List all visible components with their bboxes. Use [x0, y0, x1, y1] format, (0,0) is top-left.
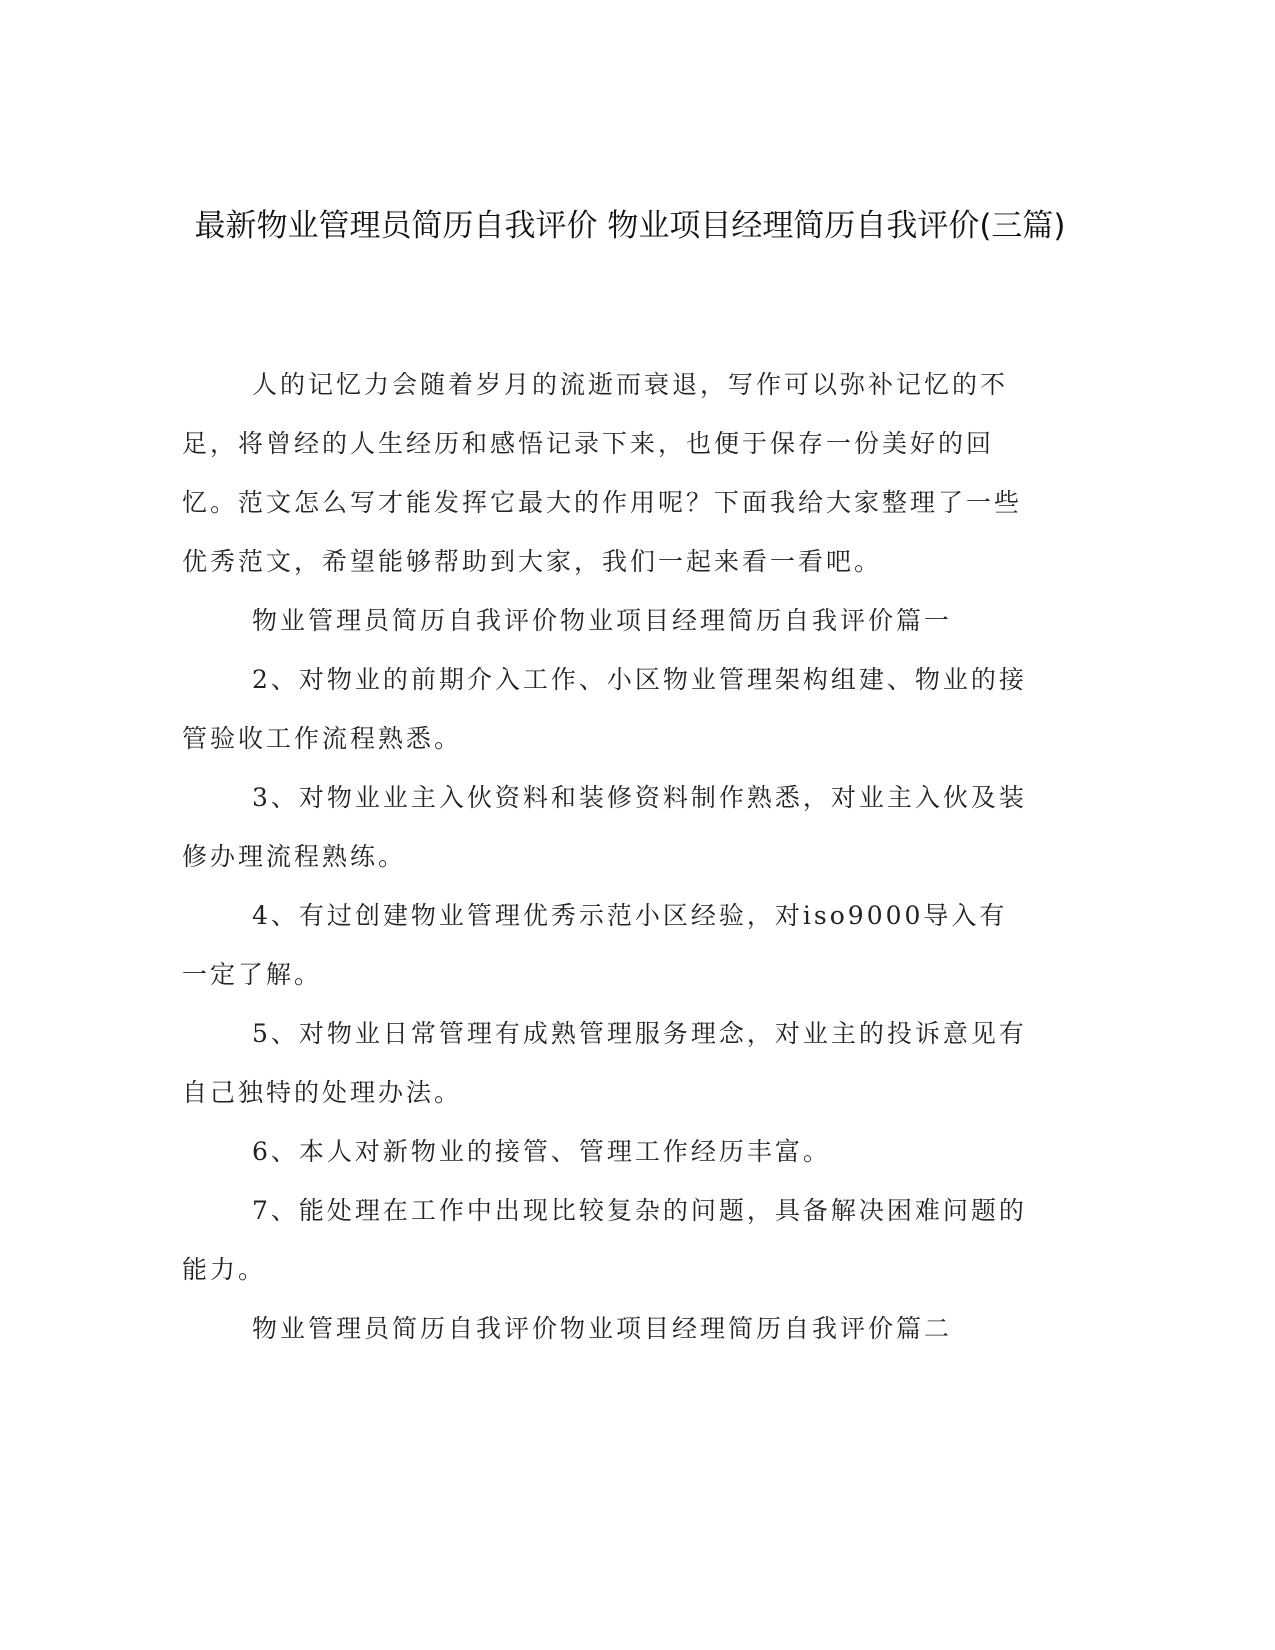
list-item-2: 2、对物业的前期介入工作、小区物业管理架构组建、物业的接管验收工作流程熟悉。 [182, 665, 1027, 753]
document-body [182, 355, 1034, 1358]
document-title: 最新物业管理员简历自我评价 物业项目经理简历自我评价(三篇) [194, 208, 1066, 244]
list-item-4: 4、有过创建物业管理优秀示范小区经验，对iso9000导入有一定了解。 [182, 901, 1008, 989]
list-item-3: 3、对物业业主入伙资料和装修资料制作熟悉，对业主入伙及装修办理流程熟练。 [182, 783, 1027, 871]
section-heading-2: 物业管理员简历自我评价物业项目经理简历自我评价篇二 [252, 1314, 953, 1343]
section-heading-1: 物业管理员简历自我评价物业项目经理简历自我评价篇一 [252, 606, 953, 635]
list-item-5: 5、对物业日常管理有成熟管理服务理念，对业主的投诉意见有自己独特的处理办法。 [182, 1019, 1027, 1107]
list-item-7: 7、能处理在工作中出现比较复杂的问题，具备解决困难问题的能力。 [182, 1196, 1027, 1284]
intro-paragraph: 人的记忆力会随着岁月的流逝而衰退，写作可以弥补记忆的不足，将曾经的人生经历和感悟记录下来，也便于保存一份美好的回忆。范文怎么写才能发挥它最大的作用呢？下面我给大家整理了一些优秀范文，希望能够帮助到大家，我们一起来看一看吧。 [182, 370, 1023, 576]
list-item-6: 6、本人对新物业的接管、管理工作经历丰富。 [252, 1137, 831, 1166]
